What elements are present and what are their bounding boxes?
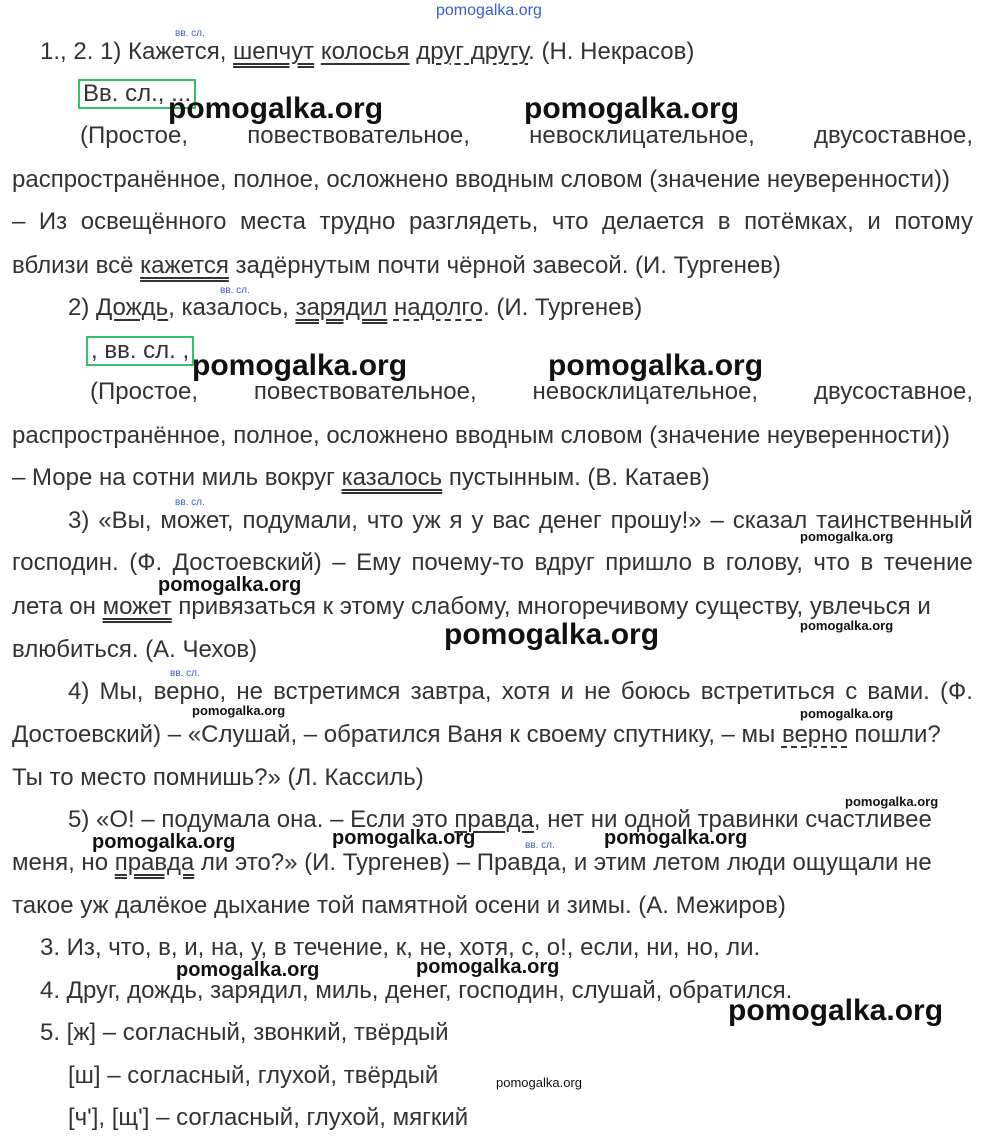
paragraph-5-line-a [68, 806, 932, 834]
watermark: pomogalka.org [524, 92, 740, 125]
paragraph-3-line-b [12, 549, 973, 577]
text: привязаться к этому слабому, многоречивому существу, увлечься и [171, 593, 931, 620]
word: повествовательное, [247, 122, 470, 149]
punct: , [219, 38, 234, 65]
word: голову, [725, 549, 803, 576]
sentence-1 [40, 38, 694, 66]
watermark: pomogalka.org [548, 349, 764, 382]
predicate: правда [114, 849, 195, 876]
word: может, [160, 507, 234, 534]
word: повествовательное, [253, 378, 477, 405]
word: двусоставное, [813, 378, 973, 405]
word: вдруг [534, 549, 595, 576]
abbr-label: вв. сл. [175, 28, 205, 39]
word: трудно [319, 208, 396, 235]
word: с [845, 678, 858, 705]
watermark: pomogalka.org [845, 794, 939, 809]
abbr-label: вв. сл. [220, 285, 250, 296]
text: вблизи всё [12, 252, 141, 279]
paragraph-3-line-d: влюбиться. (А. Чехов) [12, 636, 258, 663]
word: в [702, 549, 716, 576]
word: у [471, 507, 484, 534]
word: 3) [68, 507, 90, 534]
paragraph-4-line-a [68, 678, 973, 706]
predicate: казалось [341, 464, 443, 491]
intro-word: верно [781, 721, 848, 748]
word: боюсь [620, 678, 691, 705]
predicate: зарядил [295, 294, 388, 321]
word: не [584, 678, 611, 705]
paragraph-4-line-b [12, 721, 941, 749]
word: и [867, 208, 881, 235]
word: таинственный [816, 507, 973, 534]
word: (Ф. [129, 549, 163, 576]
word: сказал [732, 507, 808, 534]
text: пустынным. (В. Катаев) [442, 464, 710, 491]
word: верно, [153, 678, 227, 705]
word: Из [38, 208, 68, 235]
word: – [710, 507, 724, 534]
watermark: pomogalka.org [604, 827, 748, 849]
word: в [717, 208, 731, 235]
watermark: pomogalka.org [168, 92, 384, 125]
watermark: pomogalka.org [444, 618, 660, 651]
word: потому [894, 208, 973, 235]
word: «Вы, [98, 507, 152, 534]
intro-word: Кажется [128, 38, 220, 65]
watermark: pomogalka.org [800, 529, 894, 544]
paragraph-3-line-c [12, 593, 931, 621]
watermark: pomogalka.org [728, 994, 944, 1027]
answer-item-5-a: 5. [ж] – согласный, звонкий, твёрдый [40, 1019, 449, 1046]
word: Мы, [99, 678, 144, 705]
watermark: pomogalka.org [192, 349, 408, 382]
watermark: pomogalka.org [176, 959, 320, 981]
sentence-2 [68, 294, 642, 322]
word: в [860, 549, 874, 576]
word: разглядеть, [408, 208, 539, 235]
word: и [560, 678, 574, 705]
word: – [12, 208, 26, 235]
watermark-top: pomogalka.org [436, 2, 542, 19]
subject: Дождь [96, 294, 169, 321]
scheme-box-2: , вв. сл. , [86, 336, 194, 366]
word: Достоевский) [172, 549, 322, 576]
word: (Простое, [90, 378, 199, 405]
text: – Море на сотни миль вокруг [12, 464, 342, 491]
word: подумали, [242, 507, 358, 534]
predicate: может [102, 593, 172, 620]
object: друг другу [416, 38, 529, 65]
word: (Простое, [80, 122, 189, 149]
answer-item-3: 3. Из, что, в, и, на, у, в течение, к, не, хотя, с, о!, если, ни, но, ли. [40, 934, 761, 961]
word: невосклицательное, [529, 122, 755, 149]
text: ли это?» (И. Тургенев) – Правда, и этим летом люди ощущали не [194, 849, 932, 876]
word: Ему [356, 549, 401, 576]
watermark: pomogalka.org [332, 827, 476, 849]
sentence-number: 1., 2. 1) [40, 38, 129, 65]
subject: колосья [320, 38, 410, 65]
word: – [332, 549, 346, 576]
text: меня, но [12, 849, 115, 876]
word: что [366, 507, 404, 534]
answer-item-4: 4. Друг, дождь, зарядил, миль, денег, господин, слушай, обратился. [40, 977, 793, 1004]
sentence-1-example-b [12, 252, 781, 280]
watermark: pomogalka.org [192, 703, 286, 718]
watermark: pomogalka.org [800, 618, 894, 633]
word: господин. [12, 549, 119, 576]
watermark: pomogalka.org [92, 831, 236, 853]
abbr-label: вв. сл. [525, 840, 555, 851]
word: встретиться [700, 678, 835, 705]
intro-word: , казалось, [168, 294, 296, 321]
word: делается [602, 208, 705, 235]
word: потёмках, [744, 208, 854, 235]
word: денег [539, 507, 602, 534]
text: 5) «О! – подумала она. – Если это [68, 806, 455, 833]
word: течение [883, 549, 973, 576]
text: задёрнутым почти чёрной завесой. (И. Тургенев) [228, 252, 781, 279]
word: места [240, 208, 306, 235]
paragraph-5-line-c: такое уж далёкое дыхание той памятной осени и зимы. (А. Межиров) [12, 892, 786, 919]
word: пришло [605, 549, 692, 576]
word: двусоставное, [813, 122, 973, 149]
word: уж [412, 507, 441, 534]
word: прошу!» [610, 507, 702, 534]
description-1-line-b: распространённое, полное, осложнено вводным словом (значение неуверенности)) [12, 166, 950, 193]
word: не [236, 678, 263, 705]
word: вами. [867, 678, 930, 705]
word: почему-то [411, 549, 524, 576]
watermark: pomogalka.org [416, 956, 560, 978]
word: встретимся [273, 678, 401, 705]
author: . (Н. Некрасов) [528, 38, 695, 65]
answer-item-5-c: [ч'], [щ'] – согласный, глухой, мягкий [68, 1104, 469, 1131]
word: хотя [501, 678, 551, 705]
adverbial: надолго [393, 294, 483, 321]
predicate: кажется [140, 252, 229, 279]
abbr-label: вв. сл. [170, 668, 200, 679]
word: освещённого [80, 208, 227, 235]
abbr-label: вв. сл. [175, 497, 205, 508]
text: Достоевский) – «Слушай, – обратился Ваня к своему спутнику, – мы [12, 721, 782, 748]
subject: правда [454, 806, 534, 833]
word: что [551, 208, 589, 235]
paragraph-4-line-c: Ты то место помнишь?» (Л. Кассиль) [12, 764, 424, 791]
scheme-box-1: Вв. сл., ... [78, 79, 196, 109]
sentence-2-example [12, 464, 710, 492]
description-1-line-a [80, 122, 973, 150]
sentence-1-example-a [12, 208, 973, 236]
sentence-number: 2) [68, 294, 97, 321]
text: лета он [12, 593, 103, 620]
word: я [449, 507, 463, 534]
watermark: pomogalka.org [158, 574, 302, 596]
word: вас [492, 507, 531, 534]
word: невосклицательное, [532, 378, 759, 405]
word: что [813, 549, 850, 576]
word: завтра, [410, 678, 492, 705]
predicate: шепчут [233, 38, 315, 65]
text: пошли? [847, 721, 941, 748]
description-2-line-b: распространённое, полное, осложнено вводным словом (значение неуверенности)) [12, 422, 950, 449]
answer-item-5-b: [ш] – согласный, глухой, твёрдый [68, 1062, 439, 1089]
watermark: pomogalka.org [800, 706, 894, 721]
word: (Ф. [940, 678, 973, 705]
author: . (И. Тургенев) [482, 294, 643, 321]
word: 4) [68, 678, 90, 705]
watermark: pomogalka.org [496, 1075, 582, 1090]
text: , нет ни одной травинки счастливее [533, 806, 932, 833]
